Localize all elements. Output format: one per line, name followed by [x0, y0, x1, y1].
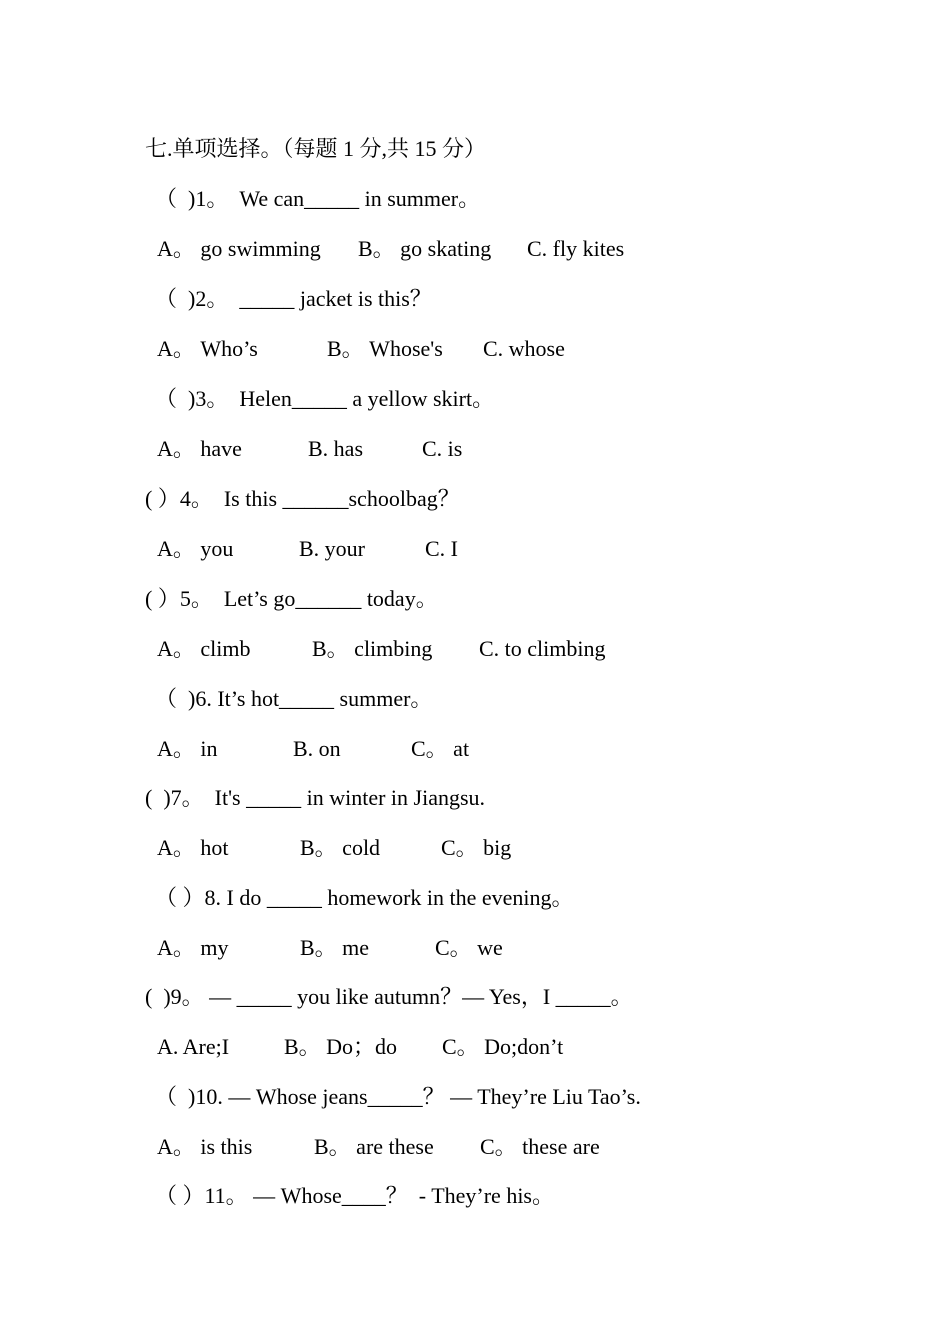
question-4-stem: ( ）4。 Is this ______schoolbag？ [145, 486, 460, 511]
question-10-option-b: B。 are these [314, 1134, 434, 1159]
question-1-stem: （ )1。 We can_____ in summer。 [155, 186, 481, 211]
question-2-option-b: B。 Whose's [327, 336, 443, 361]
question-7 [0, 785, 486, 811]
question-2-options [0, 336, 565, 362]
question-10 [0, 1084, 641, 1110]
question-7-option-b: B。 cold [300, 835, 381, 860]
question-9-options [0, 1034, 564, 1060]
question-10-option-c: C。 these are [480, 1134, 600, 1159]
question-3-option-a: A。 have [157, 436, 242, 461]
question-6-option-a: A。 in [157, 736, 218, 761]
question-4-option-c: C. I [425, 536, 458, 561]
question-4-option-a: A。 you [157, 536, 234, 561]
question-3-options [0, 436, 463, 462]
question-9-option-c: C。 Do;don’t [442, 1034, 564, 1059]
question-3-option-c: C. is [422, 436, 463, 461]
question-8 [0, 885, 574, 911]
question-6-option-b: B. on [293, 736, 341, 761]
question-8-option-b: B。 me [300, 935, 370, 960]
question-8-stem: （ ）8. I do _____ homework in the evening。 [155, 885, 574, 910]
question-7-stem: ( )7。 It's _____ in winter in Jiangsu. [145, 785, 486, 810]
question-10-stem: （ )10. — Whose jeans_____？ — They’re Liu Tao’s. [155, 1084, 641, 1109]
question-3 [0, 386, 495, 412]
question-8-option-c: C。 we [435, 935, 503, 960]
question-4-option-b: B. your [299, 536, 365, 561]
question-5-option-c: C. to climbing [479, 636, 606, 661]
section-title-line [0, 136, 487, 162]
question-9-option-a: A. Are;I [157, 1034, 230, 1059]
question-7-options [0, 835, 512, 861]
question-9 [0, 984, 633, 1010]
question-1-options [0, 236, 625, 262]
question-2-option-a: A。 Who’s [157, 336, 258, 361]
question-1-option-c: C. fly kites [527, 236, 625, 261]
question-5-option-b: B。 climbing [312, 636, 433, 661]
question-11-stem: （ ）11。 — Whose____？ - They’re his。 [155, 1183, 554, 1208]
question-8-options [0, 935, 503, 961]
question-5-options [0, 636, 606, 662]
question-6 [0, 686, 433, 712]
question-7-option-c: C。 big [441, 835, 512, 860]
question-2-option-c: C. whose [483, 336, 565, 361]
question-8-option-a: A。 my [157, 935, 229, 960]
question-5-option-a: A。 climb [157, 636, 251, 661]
question-3-stem: （ )3。 Helen_____ a yellow skirt。 [155, 386, 495, 411]
question-11 [0, 1183, 554, 1209]
question-6-option-c: C。 at [411, 736, 470, 761]
question-6-options [0, 736, 470, 762]
question-9-option-b: B。 Do；do [284, 1034, 398, 1059]
question-1 [0, 186, 481, 212]
question-5 [0, 586, 438, 612]
question-9-stem: ( )9。 — _____ you like autumn？— Yes，I _____。 [145, 984, 633, 1009]
question-7-option-a: A。 hot [157, 835, 229, 860]
question-6-stem: （ )6. It’s hot_____ summer。 [155, 686, 433, 711]
question-3-option-b: B. has [308, 436, 363, 461]
question-4 [0, 486, 460, 512]
section-title: 七.单项选择。（每题 1 分,共 15 分） [145, 136, 487, 161]
question-2 [0, 286, 432, 312]
question-2-stem: （ )2。 _____ jacket is this？ [155, 286, 432, 311]
question-4-options [0, 536, 458, 562]
question-10-option-a: A。 is this [157, 1134, 253, 1159]
question-1-option-b: B。 go skating [358, 236, 492, 261]
question-5-stem: ( ）5。 Let’s go______ today。 [145, 586, 438, 611]
question-10-options [0, 1134, 600, 1160]
question-1-option-a: A。 go swimming [157, 236, 321, 261]
